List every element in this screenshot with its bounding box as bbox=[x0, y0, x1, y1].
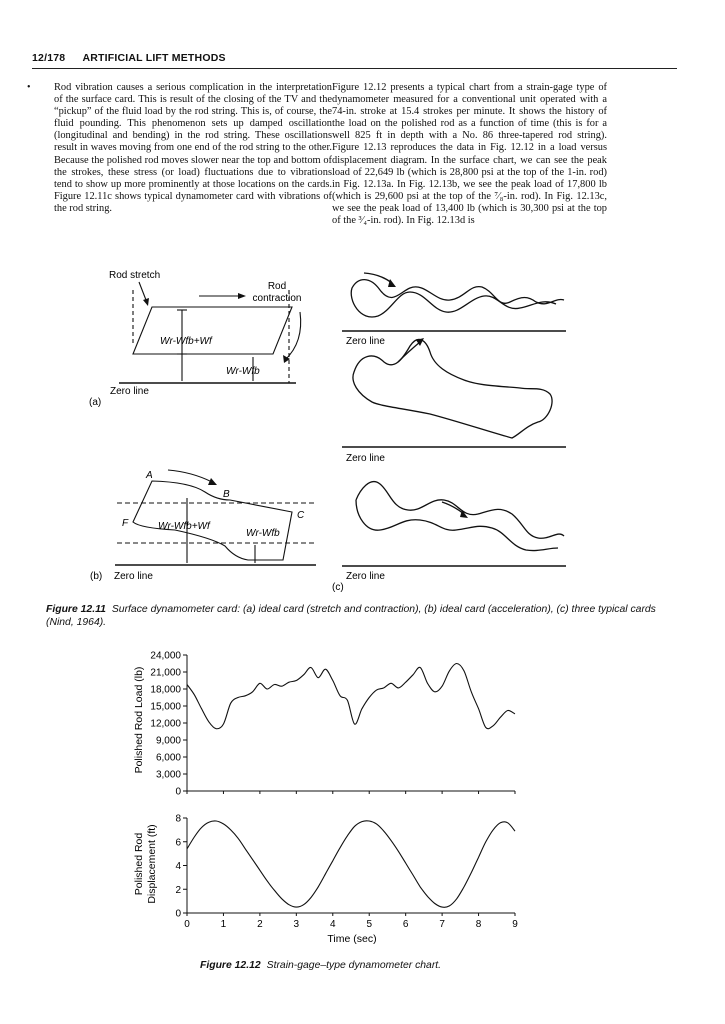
panel-b-zero-line-label: Zero line bbox=[114, 571, 153, 582]
y-tick-label: 15,000 bbox=[150, 701, 181, 713]
y-tick-label: 0 bbox=[175, 908, 181, 920]
panel-b-point-c: C bbox=[297, 510, 305, 521]
arrowhead-icon bbox=[238, 293, 246, 299]
x-tick-label: 9 bbox=[512, 919, 518, 930]
series-line bbox=[187, 821, 515, 908]
panel-c-label: (c) bbox=[332, 582, 344, 592]
arrowhead-icon bbox=[143, 298, 149, 306]
time-x-axis-label: Time (sec) bbox=[327, 933, 377, 945]
y-tick-label: 2 bbox=[175, 884, 181, 896]
panel-a-stretch-arrow bbox=[139, 282, 146, 300]
y-tick-label: 12,000 bbox=[150, 718, 181, 730]
rod-contraction-label-1: Rod bbox=[267, 281, 287, 292]
load-chart bbox=[150, 651, 515, 798]
x-tick-label: 1 bbox=[220, 919, 227, 930]
panel-b-card bbox=[133, 481, 292, 560]
rod-contraction-label-2: contraction bbox=[252, 293, 302, 304]
figure-12-12-caption-text: Strain-gage–type dynamometer chart. bbox=[266, 960, 442, 971]
y-tick-label: 0 bbox=[175, 786, 181, 798]
panel-c-card-1 bbox=[351, 280, 564, 317]
y-tick-label: 3,000 bbox=[155, 769, 181, 781]
panel-c-zero-line-3-label: Zero line bbox=[346, 571, 385, 582]
figure-12-11 bbox=[80, 262, 600, 592]
panel-b-point-b: B bbox=[223, 489, 230, 500]
figure-12-12-caption-number: Figure 12.12 bbox=[200, 960, 261, 971]
panel-b-upper-load-label: Wr-Wfb+Wf bbox=[158, 521, 210, 532]
figure-12-11-caption-text: Surface dynamometer card: (a) ideal card (stretch and contraction), (b) ideal card (acceleration), (c) three typical cards (Nind, 1964). bbox=[46, 604, 656, 628]
panel-b-label: (b) bbox=[90, 571, 103, 582]
x-tick-label: 2 bbox=[257, 919, 263, 930]
displacement-chart bbox=[175, 814, 518, 931]
y-tick-label: 6 bbox=[175, 837, 181, 849]
panel-a-label: (a) bbox=[89, 397, 102, 408]
right-column bbox=[332, 82, 607, 227]
x-tick-label: 3 bbox=[293, 919, 300, 930]
x-tick-label: 7 bbox=[439, 919, 445, 930]
chapter-title: ARTIFICIAL LIFT METHODS bbox=[82, 52, 226, 64]
x-tick-label: 8 bbox=[475, 919, 482, 930]
bullet-icon: • bbox=[27, 82, 31, 93]
left-column bbox=[27, 82, 332, 215]
panel-c-card-3 bbox=[356, 482, 564, 551]
right-paragraph: Figure 12.12 presents a typical chart from a strain-gage type of dynamometer measured for a conventional unit operated with a 74-in. stroke at 15.4 strokes per minute. It shows the history of the load on the polished rod as a function of time (this is for a well 825 ft in depth with a No. 86 three-tapered rod string). Figure 12.13 reproduces the data in Fig. 12.12 in a load versus displacement diagram. In the surface chart, we can see the peak load of 22,649 lb (which is 28,800 psi at the top of the 1-in. rod) in Fig. 12.13a. In Fig. 12.13b, we see the peak load of 17,800 lb (which is 29,600 psi at the top of the ⁷⁄₈-in. rod). In Fig. 12.13c, we see the peak load of 13,400 lb (which is 30,300 psi at the top of the ³⁄₄-in. rod). In Fig. 12.13d is bbox=[332, 82, 607, 227]
arrowhead-icon bbox=[388, 279, 396, 287]
series-line bbox=[187, 664, 515, 729]
panel-b-lower-load-label: Wr-Wfb bbox=[246, 528, 280, 539]
panel-a-card bbox=[133, 307, 292, 354]
y-tick-label: 8 bbox=[175, 813, 181, 825]
displacement-y-axis-label-1: Polished Rod bbox=[133, 832, 145, 896]
panel-b-point-a: A bbox=[146, 470, 153, 481]
panel-a-upper-load-label: Wr-Wfb+Wf bbox=[160, 336, 212, 347]
y-tick-label: 21,000 bbox=[150, 667, 181, 679]
page-header bbox=[32, 52, 677, 69]
page-number: 12/178 bbox=[32, 52, 66, 64]
y-tick-label: 18,000 bbox=[150, 684, 181, 696]
figure-12-11-caption-number: Figure 12.11 bbox=[46, 604, 106, 615]
x-tick-label: 0 bbox=[184, 919, 190, 930]
displacement-y-axis-label-2: Displacement (ft) bbox=[146, 824, 158, 904]
y-tick-label: 9,000 bbox=[155, 735, 181, 747]
panel-a-zero-line-label: Zero line bbox=[110, 386, 149, 397]
panel-c-arrow-1 bbox=[364, 273, 392, 283]
panel-b-point-f: F bbox=[122, 518, 129, 529]
load-y-axis-label: Polished Rod Load (lb) bbox=[133, 666, 145, 774]
panel-b-arrow bbox=[168, 470, 212, 482]
x-tick-label: 5 bbox=[366, 919, 373, 930]
left-paragraph: Rod vibration causes a serious complication in the interpretation of the surface card. This is result of the closing of the TV and the “pickup” of the fluid load by the rod string. This is, of course, the fluid pounding. This phenomenon sets up damped oscillation (longitudinal and bending) in the rod string. These oscillations result in waves moving from one end of the rod string to the other. Because the polished rod moves slower near the top and bottom of the strokes, these stress (or load) fluctuations due to vibrations tend to show up more prominently at those locations on the cards. Figure 12.11c shows typical dynamometer card with vibrations of the rod string. bbox=[54, 82, 332, 214]
y-tick-label: 24,000 bbox=[150, 650, 181, 662]
panel-a-lower-load-label: Wr-Wfb bbox=[226, 366, 260, 377]
figure-12-12-caption bbox=[200, 960, 620, 973]
panel-c-arrow-2 bbox=[398, 342, 420, 362]
y-tick-label: 4 bbox=[175, 861, 181, 872]
x-tick-label: 6 bbox=[402, 919, 409, 930]
x-tick-label: 4 bbox=[329, 919, 336, 930]
panel-c-zero-line-2-label: Zero line bbox=[346, 453, 385, 464]
panel-c-card-2 bbox=[353, 339, 552, 438]
y-tick-label: 6,000 bbox=[155, 752, 181, 764]
arrowhead-icon bbox=[208, 478, 217, 485]
rod-stretch-label: Rod stretch bbox=[109, 270, 161, 281]
figure-12-12 bbox=[130, 648, 530, 948]
figure-12-11-caption bbox=[46, 604, 682, 629]
panel-c-zero-line-1-label: Zero line bbox=[346, 336, 385, 347]
